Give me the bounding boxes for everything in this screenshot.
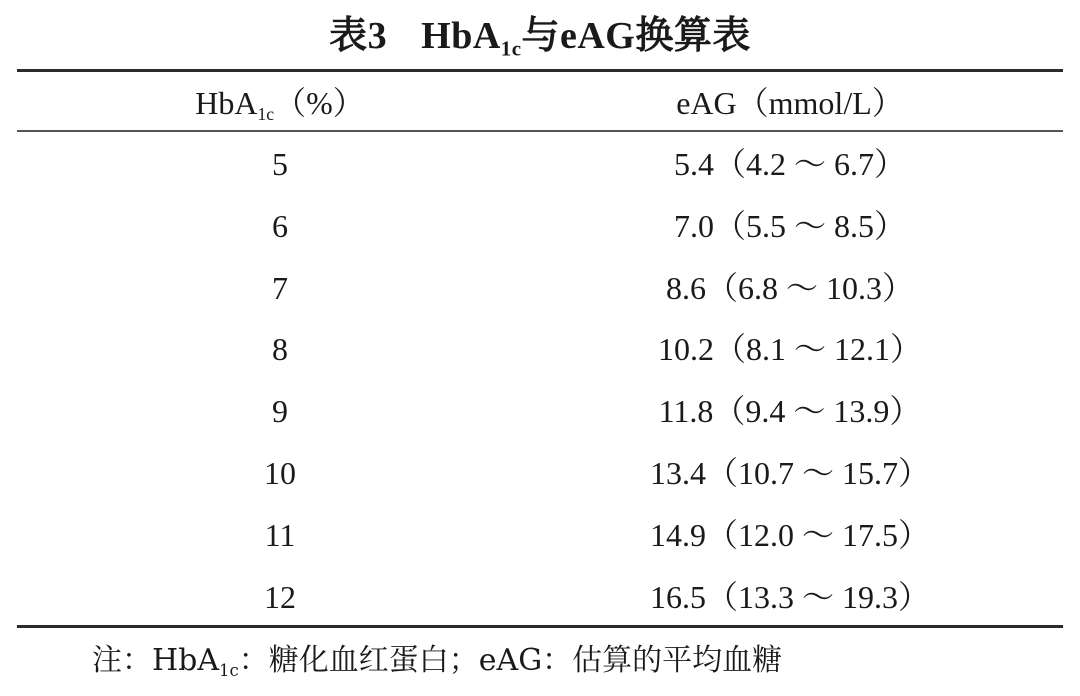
cell-eag: 16.5（13.3 ～ 19.3） (649, 578, 930, 615)
header-hba1c-subscript: 1c (257, 104, 275, 125)
cell-eag: 5.4（4.2 ～ 6.7） (673, 146, 906, 182)
bottom-rule (17, 625, 1063, 628)
table-row (0, 567, 1080, 629)
header-hba1c-unit: （%） (274, 85, 365, 121)
table-number: 表3 (329, 15, 388, 57)
table-row (0, 134, 1080, 196)
title-hba-text: HbA (421, 15, 501, 57)
top-rule (17, 69, 1063, 72)
table-row (0, 319, 1080, 381)
title-subscript: 1c (500, 36, 522, 61)
cell-hba1c: 9 (272, 393, 288, 430)
table-row (0, 381, 1080, 443)
footnote-subscript: 1c (219, 660, 239, 680)
cell-eag: 7.0（5.5 ～ 8.5） (673, 207, 906, 244)
table-row (0, 258, 1080, 320)
table-body (0, 134, 1080, 628)
table-title (0, 8, 1080, 64)
header-hba1c-text: HbA (195, 85, 258, 121)
cell-hba1c: 12 (264, 578, 296, 615)
table-row (0, 196, 1080, 258)
cell-hba1c: 11 (264, 516, 296, 553)
cell-eag: 14.9（12.0 ～ 17.5） (649, 516, 930, 553)
cell-eag: 11.8（9.4 ～ 13.9） (658, 393, 922, 430)
header-eag: eAG（mmol/L） (676, 85, 904, 121)
footnote-suffix: ：糖化血红蛋白；eAG：估算的平均血糖 (238, 643, 783, 678)
cell-hba1c: 6 (272, 207, 288, 244)
cell-hba1c: 10 (264, 454, 296, 491)
cell-hba1c: 8 (272, 331, 288, 368)
table-footnote (92, 638, 782, 684)
cell-eag: 8.6（6.8 ～ 10.3） (665, 269, 914, 306)
cell-hba1c: 5 (272, 146, 288, 182)
footnote-prefix: 注：HbA (92, 643, 220, 678)
cell-hba1c: 7 (272, 269, 288, 306)
title-suffix: 与eAG换算表 (521, 15, 751, 57)
table-header (0, 78, 1080, 128)
header-hba1c (140, 78, 420, 128)
header-rule (17, 130, 1063, 132)
table-row (0, 443, 1080, 505)
cell-eag: 13.4（10.7 ～ 15.7） (649, 454, 930, 491)
cell-eag: 10.2（8.1 ～ 12.1） (657, 331, 922, 368)
table-row (0, 505, 1080, 567)
